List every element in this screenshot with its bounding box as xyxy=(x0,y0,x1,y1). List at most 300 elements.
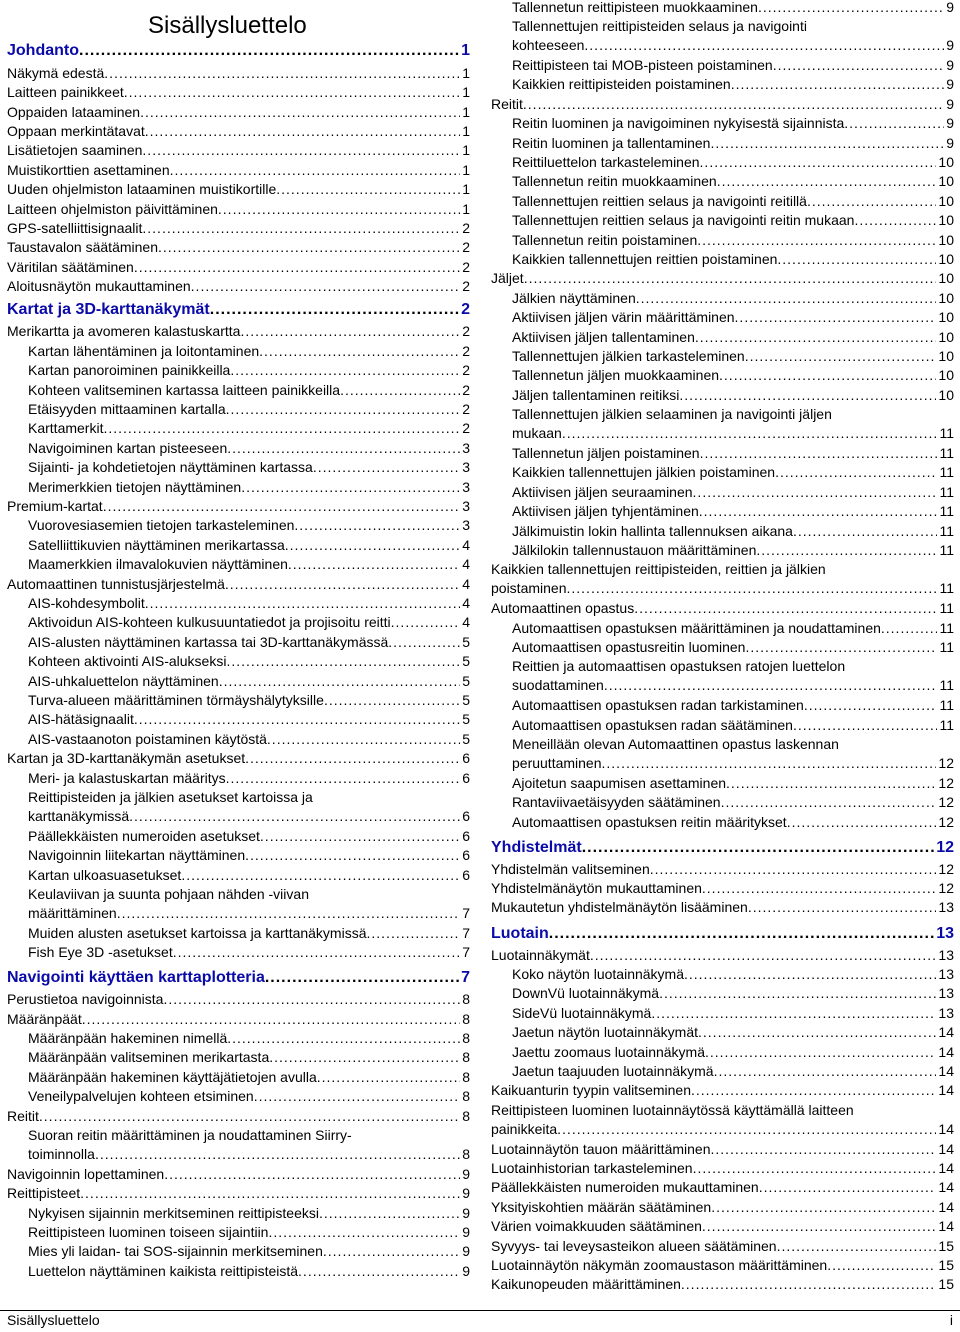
dot-leader xyxy=(699,502,938,521)
toc-page-number: 3 xyxy=(462,459,470,475)
toc-page-number: 9 xyxy=(946,0,954,15)
toc-entry-link[interactable] xyxy=(491,1198,954,1217)
toc-page-number: 14 xyxy=(938,1141,954,1157)
dot-leader xyxy=(142,219,460,238)
dot-leader xyxy=(748,898,937,917)
toc-entry-link[interactable] xyxy=(7,769,470,788)
toc-entry-title: Kartan lähentäminen ja loitontaminen xyxy=(28,343,260,359)
toc-entry-link[interactable] xyxy=(491,444,954,463)
dot-leader xyxy=(140,103,460,122)
toc-page-number: 10 xyxy=(938,387,954,403)
toc-page-number: 3 xyxy=(462,498,470,514)
toc-page-number: 13 xyxy=(936,925,954,942)
toc-entry-link[interactable] xyxy=(7,1204,470,1223)
toc-page-number: 10 xyxy=(938,329,954,345)
toc-page-number: 7 xyxy=(462,944,470,960)
dot-leader xyxy=(726,774,936,793)
toc-entry-title: Mukautetun yhdistelmänäytön lisääminen xyxy=(491,899,748,915)
toc-entry-title: Lisätietojen saaminen xyxy=(7,142,143,158)
toc-entry-link[interactable] xyxy=(491,1062,954,1081)
toc-entry-title: Kaikkien tallennettujen reittipisteiden, reittien ja jälkien xyxy=(491,561,826,577)
dot-leader xyxy=(245,749,460,768)
toc-page-number: 9 xyxy=(462,1224,470,1240)
toc-entry-link[interactable] xyxy=(491,813,954,832)
toc-page-number: 13 xyxy=(938,1005,954,1021)
toc-entry-link[interactable] xyxy=(491,114,954,133)
toc-entry-title: AIS-kohdesymbolit xyxy=(28,595,145,611)
toc-entry-link[interactable] xyxy=(491,95,954,114)
toc-entry-title: Tallennettujen jälkien selaaminen ja navigointi jäljen xyxy=(512,406,832,422)
toc-entry-link[interactable] xyxy=(7,64,470,83)
toc-page-number: 9 xyxy=(462,1205,470,1221)
toc-page-number: 10 xyxy=(938,367,954,383)
toc-entry-title: Määränpään valitseminen merikartasta xyxy=(28,1049,270,1065)
toc-page-number: 8 xyxy=(462,991,470,1007)
toc-chapter-link[interactable] xyxy=(491,838,954,858)
toc-entry-link[interactable] xyxy=(7,1126,470,1165)
dot-leader xyxy=(230,361,460,380)
dot-leader xyxy=(695,328,937,347)
dot-leader xyxy=(124,83,460,102)
toc-page-number: 13 xyxy=(938,947,954,963)
toc-entry-title: Turva-alueen määrittäminen törmäyshälytyksille xyxy=(28,692,324,708)
dot-leader xyxy=(721,793,937,812)
toc-entry-title: Premium-kartat xyxy=(7,498,103,514)
toc-entry-title-continued: määrittäminen xyxy=(28,905,117,922)
toc-entry-link[interactable] xyxy=(491,1275,954,1294)
toc-entry-title: Aktiivisen jäljen värin määrittäminen xyxy=(512,309,735,325)
toc-entry-title: Kohteen aktivointi AIS-alukseksi xyxy=(28,653,227,669)
toc-page-number: 12 xyxy=(938,755,954,772)
toc-entry-title: Merimerkkien tietojen näyttäminen xyxy=(28,479,242,495)
toc-entry-title: Mies yli laidan- tai SOS-sijainnin merkitseminen xyxy=(28,1243,323,1259)
toc-entry-link[interactable] xyxy=(7,827,470,846)
toc-entry-title: Luotain xyxy=(491,925,549,942)
toc-page-number: 6 xyxy=(462,828,470,844)
toc-entry-link[interactable] xyxy=(7,141,470,160)
toc-entry-link[interactable] xyxy=(491,483,954,502)
toc-entry-title: Fish Eye 3D -asetukset xyxy=(28,944,173,960)
toc-entry-link[interactable] xyxy=(7,103,470,122)
toc-entry-title: Oppaiden lataaminen xyxy=(7,104,141,120)
dot-leader xyxy=(294,516,460,535)
toc-entry-title: Syvyys- tai leveysasteikon alueen säätäminen xyxy=(491,1238,777,1254)
dot-leader xyxy=(693,483,938,502)
toc-page-number: 2 xyxy=(461,301,470,318)
toc-entry-link[interactable] xyxy=(7,652,470,671)
toc-page-number: 14 xyxy=(938,1218,954,1234)
dot-leader xyxy=(225,575,460,594)
toc-entry-title: Tallennetun reittipisteen muokkaaminen xyxy=(512,0,758,15)
dot-leader xyxy=(134,258,460,277)
toc-page-number: 11 xyxy=(939,464,954,480)
toc-entry-title: Taustavalon säätäminen xyxy=(7,239,158,255)
toc-entry-link[interactable] xyxy=(491,386,954,405)
dot-leader xyxy=(567,579,938,598)
toc-entry-link[interactable] xyxy=(7,672,470,691)
toc-page-number: 8 xyxy=(462,1088,470,1104)
toc-entry-link[interactable] xyxy=(491,560,954,599)
toc-entry-title: Tallennettujen reittien selaus ja navigointi reitin mukaan xyxy=(512,212,855,228)
toc-entry-link[interactable] xyxy=(491,134,954,153)
footer-page-number: i xyxy=(949,1312,953,1328)
dot-leader xyxy=(313,458,460,477)
toc-entry-link[interactable] xyxy=(491,308,954,327)
toc-page-number: 13 xyxy=(938,899,954,915)
dot-leader xyxy=(711,1198,936,1217)
toc-entry-link[interactable] xyxy=(491,1101,954,1140)
toc-page-number: 12 xyxy=(938,775,954,791)
toc-page-number: 11 xyxy=(939,542,954,558)
toc-entry-title: Päällekkäisten numeroiden mukauttaminen xyxy=(491,1179,759,1195)
toc-entry-title: Jäljet xyxy=(491,270,524,286)
toc-entry-link[interactable] xyxy=(491,289,954,308)
toc-chapter-link[interactable] xyxy=(7,968,470,988)
toc-entry-title: Satelliittikuvien näyttäminen merikartassa xyxy=(28,537,285,553)
toc-entry-title: Automaattisen opastuksen radan tarkistaminen xyxy=(512,697,804,713)
toc-entry-link[interactable] xyxy=(7,238,470,257)
toc-entry-title: Tallennetun reitin poistaminen xyxy=(512,232,698,248)
toc-page-number: 9 xyxy=(946,115,954,131)
toc-entry-title: Automaattinen tunnistusjärjestelmä xyxy=(7,576,225,592)
toc-entry-link[interactable] xyxy=(491,502,954,521)
toc-entry-link[interactable] xyxy=(491,793,954,812)
toc-entry-link[interactable] xyxy=(7,419,470,438)
toc-entry-link[interactable] xyxy=(7,1107,470,1126)
dot-leader xyxy=(117,904,461,923)
toc-entry-link[interactable] xyxy=(491,463,954,482)
toc-entry-link[interactable] xyxy=(7,516,470,535)
toc-entry-title: AIS-alusten näyttäminen kartassa tai 3D-karttanäkymässä xyxy=(28,634,389,650)
toc-page-number: 5 xyxy=(462,692,470,708)
toc-entry-title: Jälkimuistin lokin hallinta tallennuksen aikana xyxy=(512,523,793,539)
toc-page-number: 9 xyxy=(462,1166,470,1182)
toc-entry-link[interactable] xyxy=(7,180,470,199)
toc-entry-title: Navigoinnin lopettaminen xyxy=(7,1166,165,1182)
toc-entry-link[interactable] xyxy=(7,161,470,180)
toc-page-number: 12 xyxy=(936,839,954,856)
toc-entry-link[interactable] xyxy=(491,1159,954,1178)
toc-page-number: 14 xyxy=(938,1199,954,1215)
toc-entry-title: Aktivoidun AIS-kohteen kulkusuuntatiedot ja projisoitu reitti xyxy=(28,614,391,630)
dot-leader xyxy=(82,1010,460,1029)
toc-entry-link[interactable] xyxy=(7,1223,470,1242)
toc-entry-link[interactable] xyxy=(491,1217,954,1236)
toc-page-number: 14 xyxy=(938,1160,954,1176)
toc-entry-link[interactable] xyxy=(491,898,954,917)
toc-entry-link[interactable] xyxy=(491,1178,954,1197)
dot-leader xyxy=(681,1275,937,1294)
toc-chapter-link[interactable] xyxy=(7,41,470,61)
dot-leader xyxy=(268,1223,460,1242)
toc-entry-title: Vuorovesiasemien tietojen tarkasteleminen xyxy=(28,517,295,533)
dot-leader xyxy=(145,594,460,613)
toc-page-number: 11 xyxy=(939,677,954,694)
toc-chapter-link[interactable] xyxy=(7,300,470,320)
toc-entry-link[interactable] xyxy=(7,1048,470,1067)
dot-leader xyxy=(691,1081,936,1100)
toc-entry-link[interactable] xyxy=(491,328,954,347)
toc-entry-link[interactable] xyxy=(491,965,954,984)
toc-entry-link[interactable] xyxy=(491,56,954,75)
toc-entry-title: Automaattisen opastuksen radan säätäminen xyxy=(512,717,793,733)
toc-entry-title: Ajoitetun saapumisen asettaminen xyxy=(512,775,727,791)
toc-entry-link[interactable] xyxy=(7,613,470,632)
toc-entry-link[interactable] xyxy=(491,946,954,965)
dot-leader xyxy=(582,838,935,858)
toc-entry-link[interactable] xyxy=(491,1004,954,1023)
toc-entry-title: Kartan ulkoasuasetukset xyxy=(28,867,182,883)
toc-entry-title: Aktiivisen jäljen tallentaminen xyxy=(512,329,695,345)
toc-entry-title: Reitit xyxy=(491,96,523,112)
toc-entry-link[interactable] xyxy=(491,716,954,735)
toc-entry-link[interactable] xyxy=(7,200,470,219)
toc-entry-link[interactable] xyxy=(491,405,954,444)
toc-entry-link[interactable] xyxy=(491,774,954,793)
toc-entry-title: Maamerkkien ilmavalokuvien näyttäminen xyxy=(28,556,288,572)
toc-entry-link[interactable] xyxy=(491,638,954,657)
toc-entry-link[interactable] xyxy=(491,192,954,211)
toc-page-number: 8 xyxy=(462,1069,470,1085)
toc-chapter-link[interactable] xyxy=(491,924,954,944)
dot-leader xyxy=(584,36,944,55)
toc-entry-link[interactable] xyxy=(491,231,954,250)
toc-entry-link[interactable] xyxy=(491,657,954,696)
toc-entry-title: Näkymä edestä xyxy=(7,65,105,81)
toc-entry-link[interactable] xyxy=(7,1165,470,1184)
toc-page-number: 2 xyxy=(462,382,470,398)
toc-page-number: 8 xyxy=(462,1146,470,1163)
toc-entry-link[interactable] xyxy=(7,342,470,361)
toc-entry-link[interactable] xyxy=(491,1043,954,1062)
toc-entry-link[interactable] xyxy=(7,943,470,962)
toc-page-number: 5 xyxy=(462,653,470,669)
toc-entry-link[interactable] xyxy=(491,860,954,879)
toc-entry-link[interactable] xyxy=(7,555,470,574)
dot-leader xyxy=(758,0,944,17)
toc-entry-link[interactable] xyxy=(7,277,470,296)
toc-entry-title-continued: mukaan xyxy=(512,425,562,442)
toc-page-number: 6 xyxy=(462,847,470,863)
toc-entry-title: Kartan panoroiminen painikkeilla xyxy=(28,362,231,378)
toc-page-number: 3 xyxy=(462,517,470,533)
dot-leader xyxy=(717,172,937,191)
toc-page-number: 10 xyxy=(938,212,954,228)
toc-page-number: 11 xyxy=(939,620,954,636)
toc-entry-title: Reittiluettelon tarkasteleminen xyxy=(512,154,700,170)
toc-entry-link[interactable] xyxy=(491,879,954,898)
footer-divider xyxy=(0,1310,960,1311)
toc-entry-title: Tallennetun jäljen muokkaaminen xyxy=(512,367,720,383)
toc-page-number: 10 xyxy=(938,173,954,189)
toc-entry-link[interactable] xyxy=(7,594,470,613)
toc-entry-link[interactable] xyxy=(491,0,954,17)
toc-page-number: 9 xyxy=(946,76,954,92)
toc-page-number: 14 xyxy=(938,1082,954,1098)
toc-entry-title: Jaetun taajuuden luotainnäkymä xyxy=(512,1063,714,1079)
dot-leader xyxy=(367,924,461,943)
toc-entry-title: Suoran reitin määrittäminen ja noudattaminen Siirry- xyxy=(28,1127,352,1143)
toc-entry-link[interactable] xyxy=(7,1029,470,1048)
toc-entry-link[interactable] xyxy=(7,633,470,652)
toc-entry-title: Reittipisteen tai MOB-pisteen poistaminen xyxy=(512,57,773,73)
toc-entry-link[interactable] xyxy=(491,250,954,269)
toc-entry-link[interactable] xyxy=(7,219,470,238)
toc-entry-title: Yhdistelmänäytön mukauttaminen xyxy=(491,880,702,896)
toc-page-number: 9 xyxy=(462,1185,470,1201)
toc-entry-link[interactable] xyxy=(491,1237,954,1256)
toc-entry-link[interactable] xyxy=(7,1010,470,1029)
toc-page-number: 2 xyxy=(462,362,470,378)
toc-entry-title: Reittien ja automaattisen opastuksen ratojen luettelon xyxy=(512,658,846,674)
toc-page-number: 10 xyxy=(938,193,954,209)
toc-entry-link[interactable] xyxy=(491,619,954,638)
toc-page-number: 2 xyxy=(462,278,470,294)
toc-entry-title: Automaattisen opastuksen määrittäminen ja noudattaminen xyxy=(512,620,881,636)
toc-entry-link[interactable] xyxy=(491,366,954,385)
toc-entry-link[interactable] xyxy=(491,172,954,191)
toc-entry-link[interactable] xyxy=(7,924,470,943)
toc-entry-link[interactable] xyxy=(491,1140,954,1159)
toc-entry-link[interactable] xyxy=(7,1068,470,1087)
footer-section-title: Sisällysluettelo xyxy=(7,1312,100,1328)
toc-entry-title: Jäljen tallentaminen reitiksi xyxy=(512,387,680,403)
toc-entry-title: Keulaviivan ja suunta pohjaan nähden -viivan xyxy=(28,886,309,902)
toc-entry-title: Muistikorttien asettaminen xyxy=(7,162,170,178)
toc-entry-link[interactable] xyxy=(491,522,954,541)
toc-page-number: 8 xyxy=(462,1030,470,1046)
toc-entry-link[interactable] xyxy=(7,885,470,924)
toc-entry-link[interactable] xyxy=(491,269,954,288)
toc-page-number: 2 xyxy=(462,239,470,255)
toc-page-number: 1 xyxy=(462,142,470,158)
dot-leader xyxy=(158,238,460,257)
dot-leader xyxy=(693,1159,937,1178)
toc-page-number: 1 xyxy=(462,181,470,197)
toc-entry-title: SideVü luotainnäkymä xyxy=(512,1005,652,1021)
toc-entry-link[interactable] xyxy=(491,541,954,560)
dot-leader xyxy=(181,866,460,885)
dot-leader xyxy=(523,95,944,114)
toc-entry-link[interactable] xyxy=(7,361,470,380)
toc-entry-link[interactable] xyxy=(7,497,470,516)
toc-entry-link[interactable] xyxy=(7,866,470,885)
toc-entry-link[interactable] xyxy=(7,458,470,477)
toc-entry-link[interactable] xyxy=(7,990,470,1009)
toc-entry-link[interactable] xyxy=(491,735,954,774)
dot-leader xyxy=(317,1068,460,1087)
toc-entry-title: Kaikkien tallennettujen jälkien poistaminen xyxy=(512,464,776,480)
toc-entry-link[interactable] xyxy=(491,75,954,94)
toc-entry-link[interactable] xyxy=(7,575,470,594)
dot-leader xyxy=(659,984,936,1003)
toc-entry-title: AIS-uhkaluettelon näyttäminen xyxy=(28,673,219,689)
dot-leader xyxy=(226,652,460,671)
toc-entry-link[interactable] xyxy=(491,153,954,172)
dot-leader xyxy=(323,1242,460,1261)
toc-entry-link[interactable] xyxy=(491,1023,954,1042)
toc-page-number: 15 xyxy=(938,1276,954,1292)
dot-leader xyxy=(210,300,459,320)
toc-page-number: 8 xyxy=(462,1011,470,1027)
toc-entry-title: Aloitusnäytön mukauttaminen xyxy=(7,278,191,294)
toc-entry-link[interactable] xyxy=(491,211,954,230)
toc-entry-link[interactable] xyxy=(491,984,954,1003)
dot-leader xyxy=(324,691,460,710)
toc-entry-title: Etäisyyden mittaaminen kartalla xyxy=(28,401,226,417)
toc-entry-link[interactable] xyxy=(7,710,470,729)
toc-entry-link[interactable] xyxy=(491,1081,954,1100)
dot-leader xyxy=(319,1204,460,1223)
toc-entry-link[interactable] xyxy=(7,439,470,458)
toc-entry-title: Jaettu zoomaus luotainnäkymä xyxy=(512,1044,705,1060)
toc-page-number: 9 xyxy=(946,37,954,54)
toc-entry-title: Navigoinnin liitekartan näyttäminen xyxy=(28,847,246,863)
toc-page-number: 9 xyxy=(462,1243,470,1259)
toc-entry-link[interactable] xyxy=(491,599,954,618)
toc-entry-link[interactable] xyxy=(491,1256,954,1275)
toc-entry-title: Kaikkien tallennettujen reittien poistaminen xyxy=(512,251,778,267)
toc-entry-link[interactable] xyxy=(7,1087,470,1106)
toc-entry-link[interactable] xyxy=(7,536,470,555)
toc-entry-link[interactable] xyxy=(7,83,470,102)
dot-leader xyxy=(700,444,938,463)
toc-entry-title: Meri- ja kalastuskartan määritys xyxy=(28,770,226,786)
toc-entry-link[interactable] xyxy=(491,17,954,56)
toc-entry-link[interactable] xyxy=(7,1262,470,1281)
dot-leader xyxy=(276,180,460,199)
toc-page-number: 9 xyxy=(946,96,954,112)
toc-page-number: 1 xyxy=(462,104,470,120)
toc-entry-link[interactable] xyxy=(7,730,470,749)
dot-leader xyxy=(260,827,460,846)
toc-entry-link[interactable] xyxy=(7,846,470,865)
toc-entry-link[interactable] xyxy=(7,1242,470,1261)
dot-leader xyxy=(804,696,938,715)
toc-entry-link[interactable] xyxy=(7,749,470,768)
toc-entry-link[interactable] xyxy=(7,788,470,827)
toc-entry-link[interactable] xyxy=(7,691,470,710)
dot-leader xyxy=(170,161,461,180)
toc-entry-link[interactable] xyxy=(7,258,470,277)
toc-entry-title: Automaattinen opastus xyxy=(491,600,635,616)
toc-entry-link[interactable] xyxy=(7,478,470,497)
toc-entry-link[interactable] xyxy=(491,347,954,366)
toc-entry-title: Johdanto xyxy=(7,42,79,59)
toc-entry-link[interactable] xyxy=(7,400,470,419)
toc-entry-link[interactable] xyxy=(491,696,954,715)
toc-entry-link[interactable] xyxy=(7,381,470,400)
toc-page-number: 11 xyxy=(939,639,954,655)
toc-entry-title: Reittipisteiden ja jälkien asetukset kartoissa ja xyxy=(28,789,313,805)
toc-entry-link[interactable] xyxy=(7,122,470,141)
toc-entry-link[interactable] xyxy=(7,322,470,341)
dot-leader xyxy=(388,633,460,652)
toc-page-number: 8 xyxy=(462,1049,470,1065)
toc-entry-title: Aktiivisen jäljen seuraaminen xyxy=(512,484,693,500)
dot-leader xyxy=(226,769,461,788)
toc-entry-title-continued: peruuttaminen xyxy=(512,755,602,772)
dot-leader xyxy=(698,1023,936,1042)
dot-leader xyxy=(719,366,936,385)
toc-entry-title: Automaattisen opastusreitin luominen xyxy=(512,639,746,655)
toc-page-number: 1 xyxy=(462,201,470,217)
dot-leader xyxy=(745,347,937,366)
toc-entry-title: Koko näytön luotainnäkymä xyxy=(512,966,684,982)
dot-leader xyxy=(679,386,936,405)
toc-entry-link[interactable] xyxy=(7,1184,470,1203)
toc-entry-title: Kaikkien reittipisteiden poistaminen xyxy=(512,76,731,92)
